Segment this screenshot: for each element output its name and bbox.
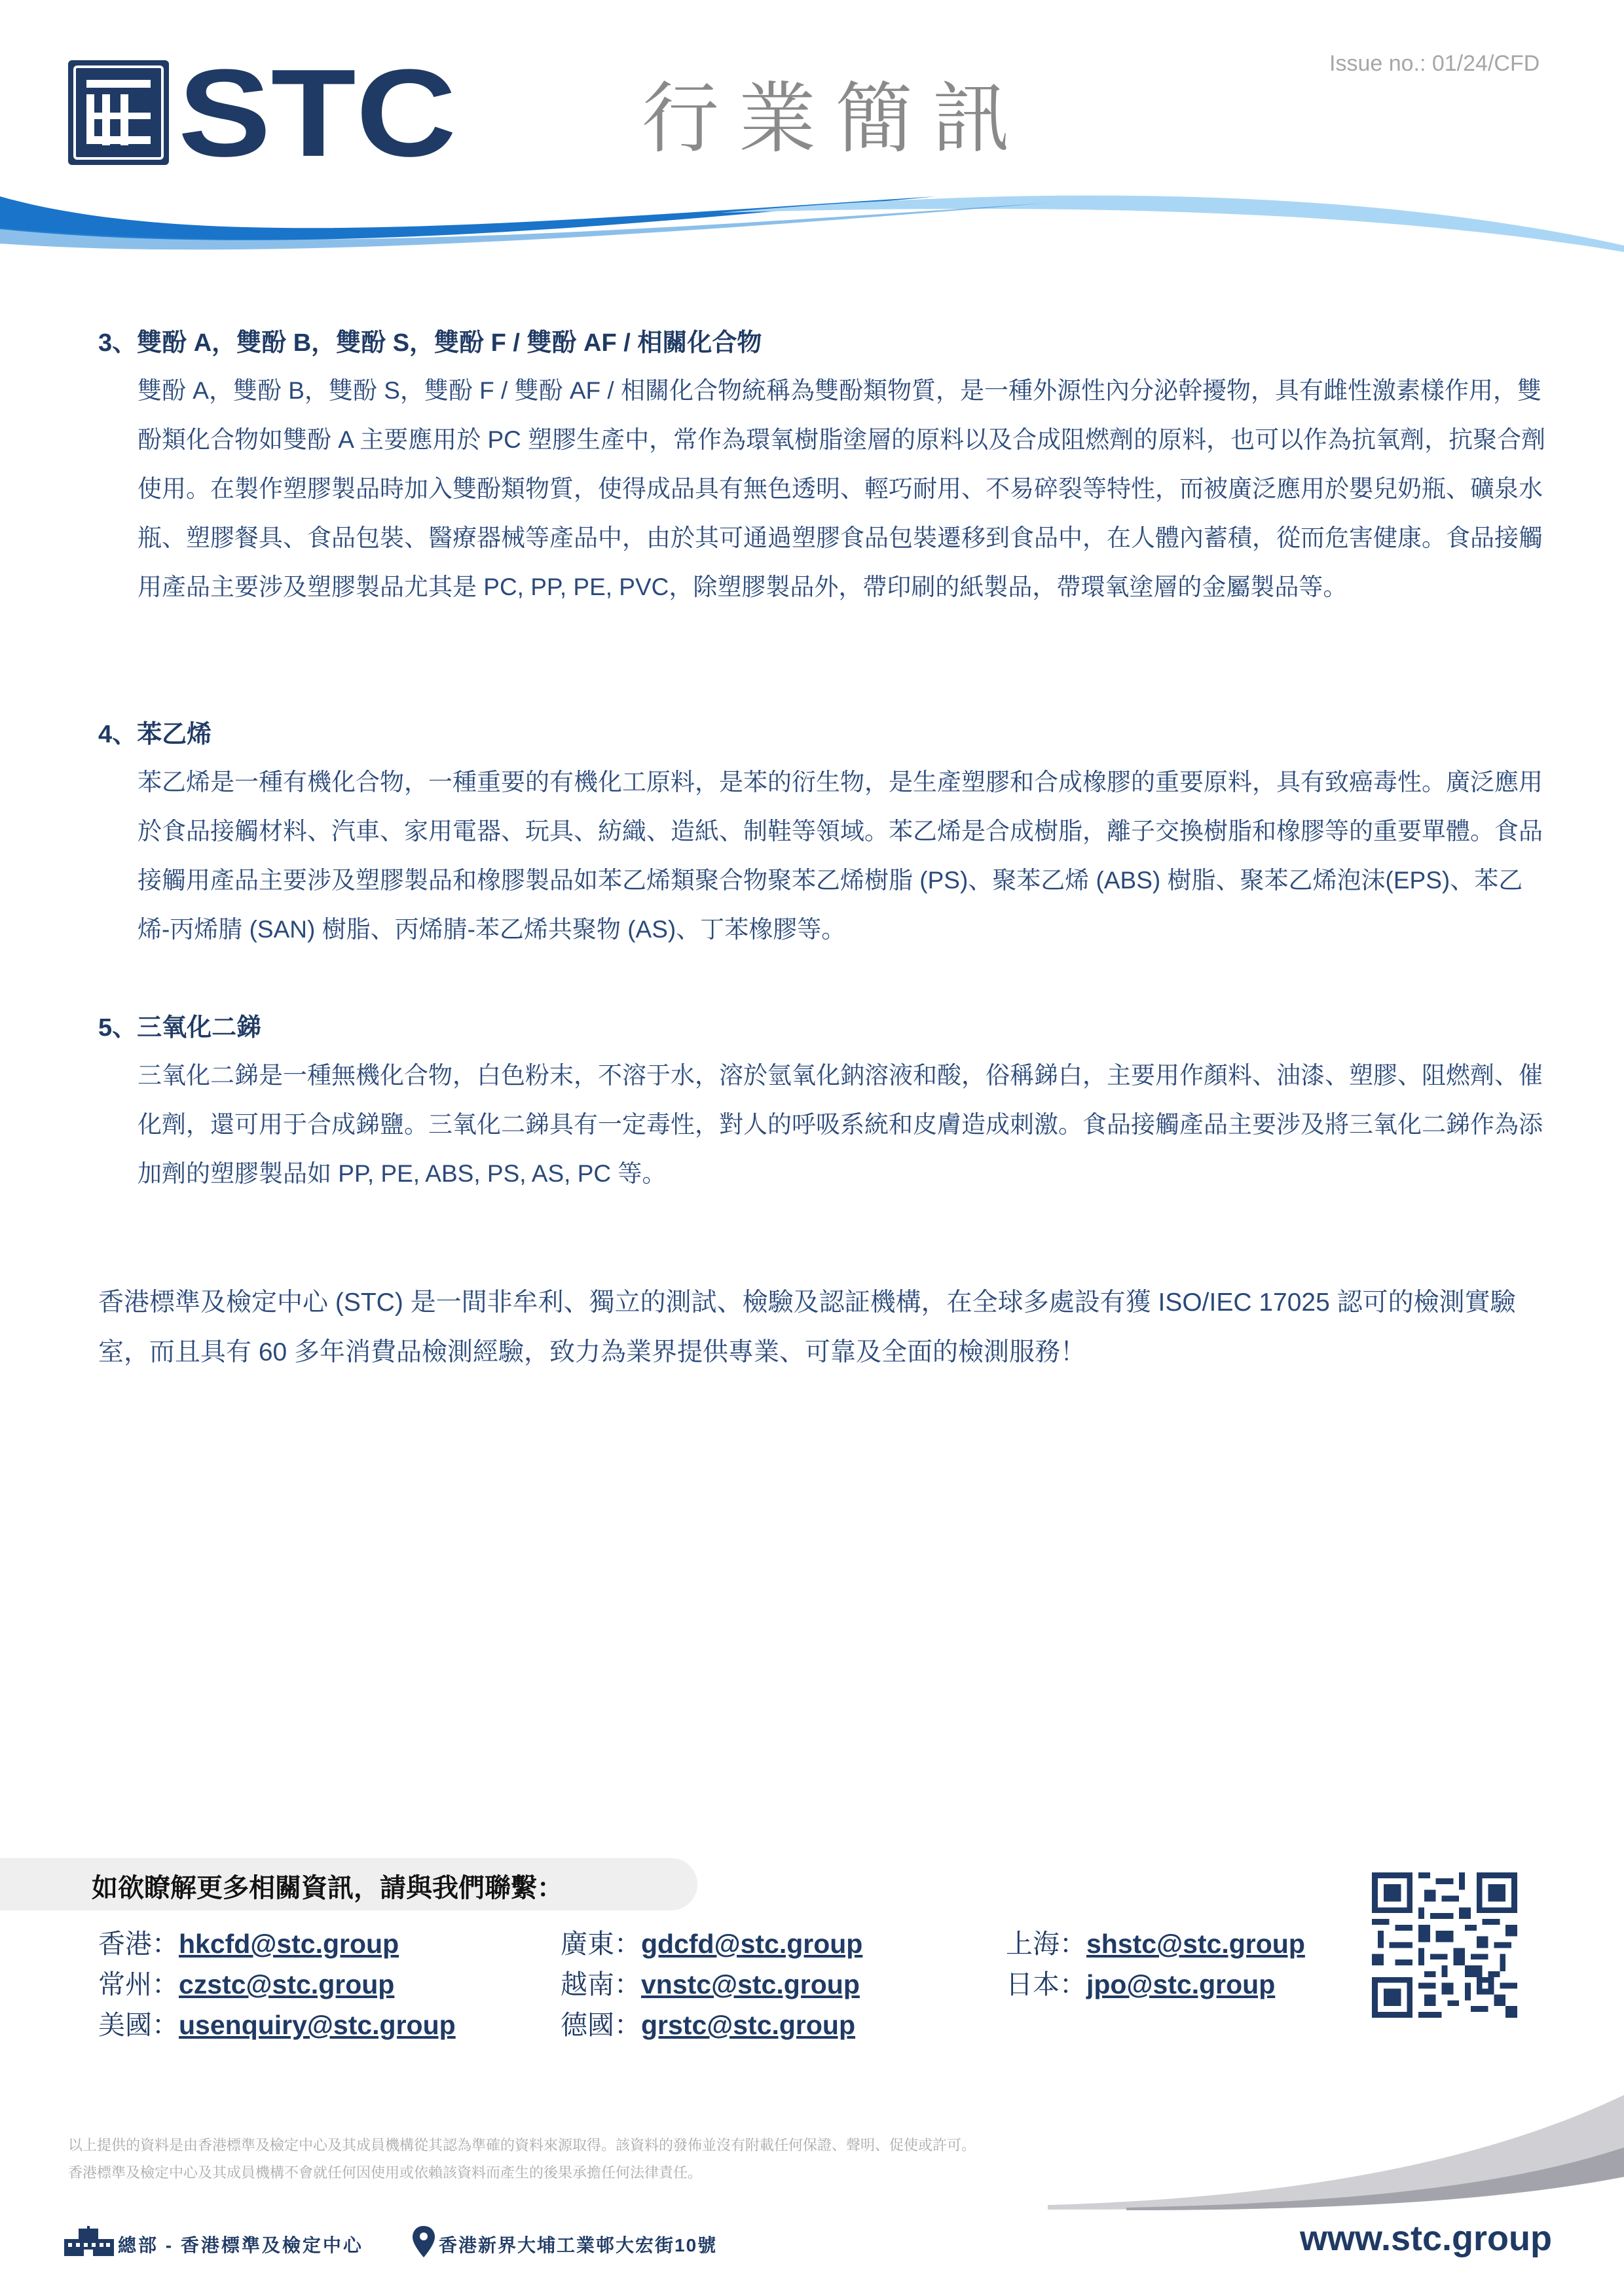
- contact-label: 美國：: [98, 2010, 179, 2040]
- contact-label: 常州：: [98, 1969, 179, 1999]
- section-body: 三氧化二銻是一種無機化合物，白色粉末，不溶于水，溶於氫氧化鈉溶液和酸，俗稱銻白，主要用作顏料、油漆、塑膠、阻燃劑、催化劑，還可用于合成銻鹽。三氧化二銻具有一定毒性，對人的呼吸系統和皮膚造成刺激。食品接觸產品主要涉及將三氧化二銻作為添加劑的塑膠製品如 PP, PE, ABS, PS, AS, PC 等。: [138, 1062, 1543, 1187]
- stc-logo: [68, 60, 461, 165]
- contact-shanghai: [1006, 1922, 1305, 1961]
- contact-label: 越南：: [561, 1969, 641, 1999]
- contact-email-link[interactable]: usenquiry@stc.group: [179, 2010, 456, 2040]
- contact-email-link[interactable]: vnstc@stc.group: [641, 1969, 860, 1999]
- disclaimer-line-2: 香港標準及檢定中心及其成員機構不會就任何因使用或依賴該資料而產生的後果承擔任何法律責任。: [68, 2164, 703, 2181]
- issue-number: Issue no.: 01/24/CFD: [1329, 51, 1540, 76]
- contact-label: 香港：: [98, 1929, 179, 1959]
- contact-email-link[interactable]: shstc@stc.group: [1086, 1929, 1305, 1959]
- footer-swoosh-decoration: [1048, 2095, 1624, 2219]
- location-pin-icon: [413, 2226, 435, 2257]
- website-link[interactable]: www.stc.group: [1300, 2219, 1553, 2258]
- logo-wordmark: STC: [178, 60, 456, 165]
- contact-email-link[interactable]: czstc@stc.group: [179, 1969, 395, 1999]
- section-heading: 4、苯乙烯: [98, 721, 212, 748]
- contact-email-link[interactable]: gdcfd@stc.group: [641, 1929, 863, 1959]
- contact-label: 上海：: [1006, 1929, 1086, 1959]
- contact-email-link[interactable]: grstc@stc.group: [641, 2010, 856, 2040]
- contact-changzhou: [98, 1963, 394, 2001]
- section-bisphenols: [98, 322, 1552, 611]
- contact-heading: 如欲瞭解更多相關資訊，請與我們聯繫：: [92, 1874, 563, 1903]
- section-body: 苯乙烯是一種有機化合物，一種重要的有機化工原料，是苯的衍生物，是生產塑膠和合成橡膠的重要原料，具有致癌毒性。廣泛應用於食品接觸材料、汽車、家用電器、玩具、紡織、造紙、制鞋等領域。苯乙烯是合成樹脂，離子交換樹脂和橡膠等的重要單體。食品接觸用產品主要涉及塑膠製品和橡膠製品如苯乙烯類聚合物聚苯乙烯樹脂 (PS)、聚苯乙烯 (ABS) 樹脂、聚苯乙烯泡沫(EPS)、苯乙烯-丙烯腈 (SAN) 樹脂、丙烯腈-苯乙烯共聚物 (AS)、丁苯橡膠等。: [138, 769, 1543, 943]
- contact-hong-kong: [98, 1922, 399, 1961]
- section-antimony-trioxide: [98, 1007, 1552, 1198]
- contact-usa: [98, 2003, 456, 2042]
- headquarters-label: 總部 - 香港標準及檢定中心: [118, 2235, 363, 2255]
- qr-code-icon[interactable]: [1372, 1872, 1517, 2018]
- contact-email-link[interactable]: jpo@stc.group: [1086, 1969, 1276, 1999]
- section-heading: 5、三氧化二銻: [98, 1014, 262, 1042]
- contact-label: 德國：: [561, 2010, 641, 2040]
- header-wave-decoration: [0, 183, 1624, 262]
- section-body: 雙酚 A，雙酚 B，雙酚 S，雙酚 F / 雙酚 AF / 相關化合物統稱為雙酚類物質，是一種外源性內分泌幹擾物，具有雌性激素樣作用，雙酚類化合物如雙酚 A 主要應用於 PC 塑膠生產中，常作為環氧樹脂塗層的原料以及合成阻燃劑的原料，也可以作為抗氧劑，抗聚合劑使用。在製作塑膠製品時加入雙酚類物質，使得成品具有無色透明、輕巧耐用、不易碎裂等特性，而被廣泛應用於嬰兒奶瓶、礦泉水瓶、塑膠餐具、食品包裝、醫療器械等產品中，由於其可通過塑膠食品包裝遷移到食品中，在人體內蓄積，從而危害健康。食品接觸用產品主要涉及塑膠製品尤其是 PC, PP, PE, PVC，除塑膠製品外，帶印刷的紙製品，帶環氧塗層的金屬製品等。: [138, 377, 1546, 600]
- building-icon: [64, 2226, 114, 2256]
- section-styrene: [98, 714, 1552, 954]
- disclaimer-line-1: 以上提供的資料是由香港標準及檢定中心及其成員機構從其認為準確的資料來源取得。該資料的發佈並沒有附載任何保證、聲明、促使或許可。: [68, 2137, 976, 2153]
- contact-vietnam: [561, 1963, 860, 2001]
- contact-guangdong: [561, 1922, 862, 1961]
- headquarters-address: 香港新界大埔工業邨大宏街10號: [439, 2235, 718, 2255]
- contact-germany: [561, 2003, 855, 2042]
- contact-japan: [1006, 1963, 1275, 2001]
- contact-label: 廣東：: [561, 1929, 641, 1959]
- newsletter-title: 行業簡訊: [642, 73, 1030, 164]
- about-stc-paragraph: 香港標準及檢定中心 (STC) 是一間非牟利、獨立的測試、檢驗及認証機構，在全球多處設有獲 ISO/IEC 17025 認可的檢測實驗室，而且具有 60 多年消費品檢測經驗，致力為業界提供專業、可靠及全面的檢測服務！: [98, 1288, 1516, 1366]
- contact-email-link[interactable]: hkcfd@stc.group: [179, 1929, 399, 1959]
- contact-label: 日本：: [1006, 1969, 1086, 1999]
- section-heading: 3、雙酚 A，雙酚 B，雙酚 S，雙酚 F / 雙酚 AF / 相關化合物: [98, 329, 762, 357]
